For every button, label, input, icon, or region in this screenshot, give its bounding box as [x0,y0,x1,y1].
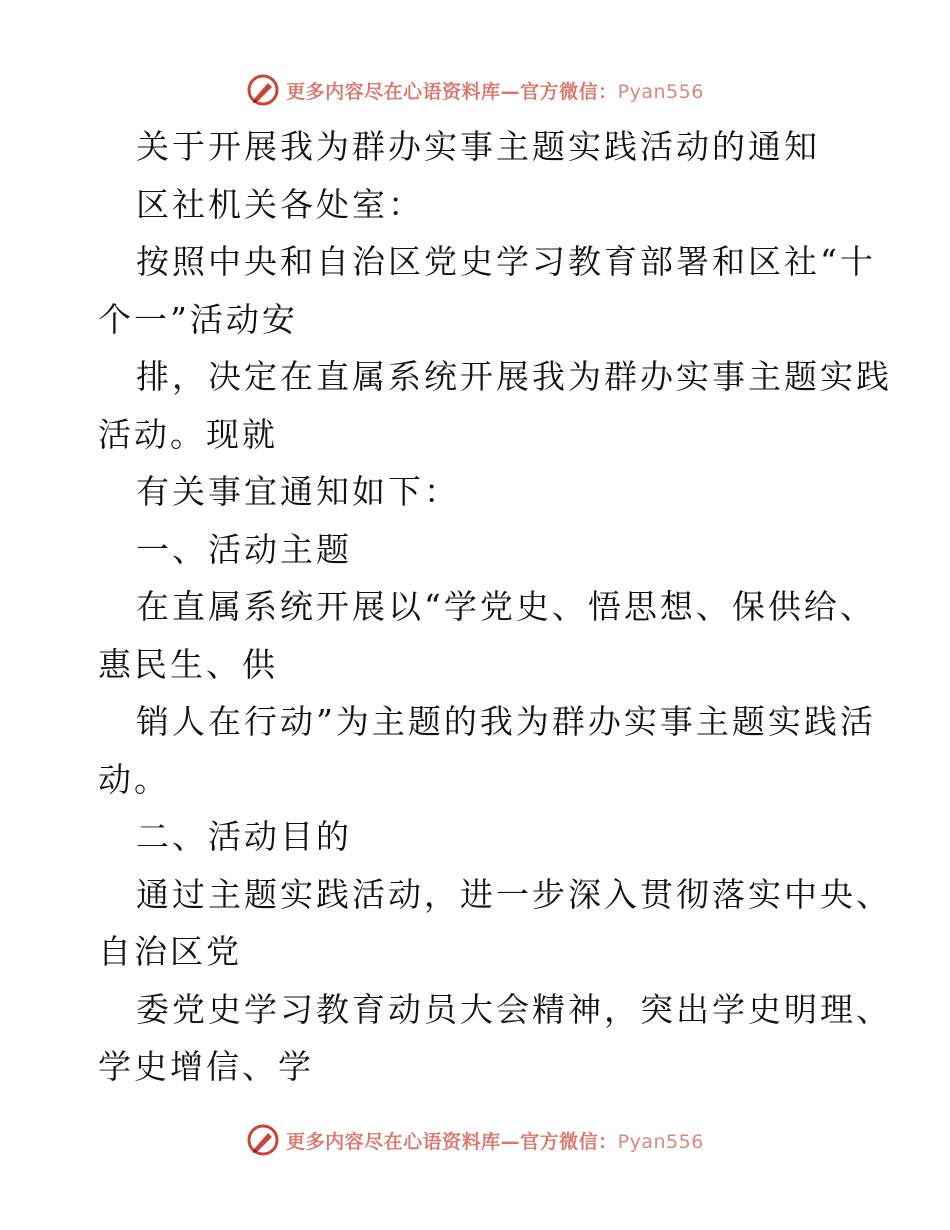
doc-line: 排，决定在直属系统开展我为群办实事主题实践 [136,357,892,396]
pen-logo-icon [246,73,280,107]
doc-line: 通过主题实践活动，进一步深入贯彻落实中央、 [136,874,892,914]
doc-addressee: 区社机关各处室： [136,184,424,224]
doc-line: 销人在行动”为主题的我为群办实事主题实践活 [136,702,876,741]
watermark-text [286,77,704,104]
watermark-brand: 更多内容尽在心语资料库—官方微信： [286,80,618,103]
doc-line: 动。 [98,759,170,799]
footer-watermark [0,1120,950,1160]
doc-line: 有关事宜通知如下： [136,472,460,511]
document-body [98,118,892,1096]
doc-line: 活动。现就 [98,414,278,454]
doc-line: 按照中央和自治区党史学习教育部署和区社“十 [136,242,876,281]
watermark-brand: 更多内容尽在心语资料库—官方微信： [286,1130,618,1153]
watermark-text [286,1127,704,1154]
section-heading-theme: 一、活动主题 [136,529,352,569]
doc-line: 自治区党 [98,932,242,971]
watermark-wechat-id: Pyan556 [617,1130,704,1153]
pen-logo-icon [246,1123,280,1157]
doc-line: 惠民生、供 [98,644,278,684]
watermark-wechat-id: Pyan556 [617,80,704,103]
doc-line: 学史增信、学 [98,1047,314,1086]
doc-line: 在直属系统开展以“学党史、悟思想、保供给、 [136,587,876,626]
doc-title: 关于开展我为群办实事主题实践活动的通知 [136,127,820,166]
section-heading-purpose: 二、活动目的 [136,817,352,856]
doc-line: 个一”活动安 [98,299,298,339]
doc-line: 委党史学习教育动员大会精神，突出学史明理、 [136,989,892,1029]
header-watermark [0,70,950,110]
